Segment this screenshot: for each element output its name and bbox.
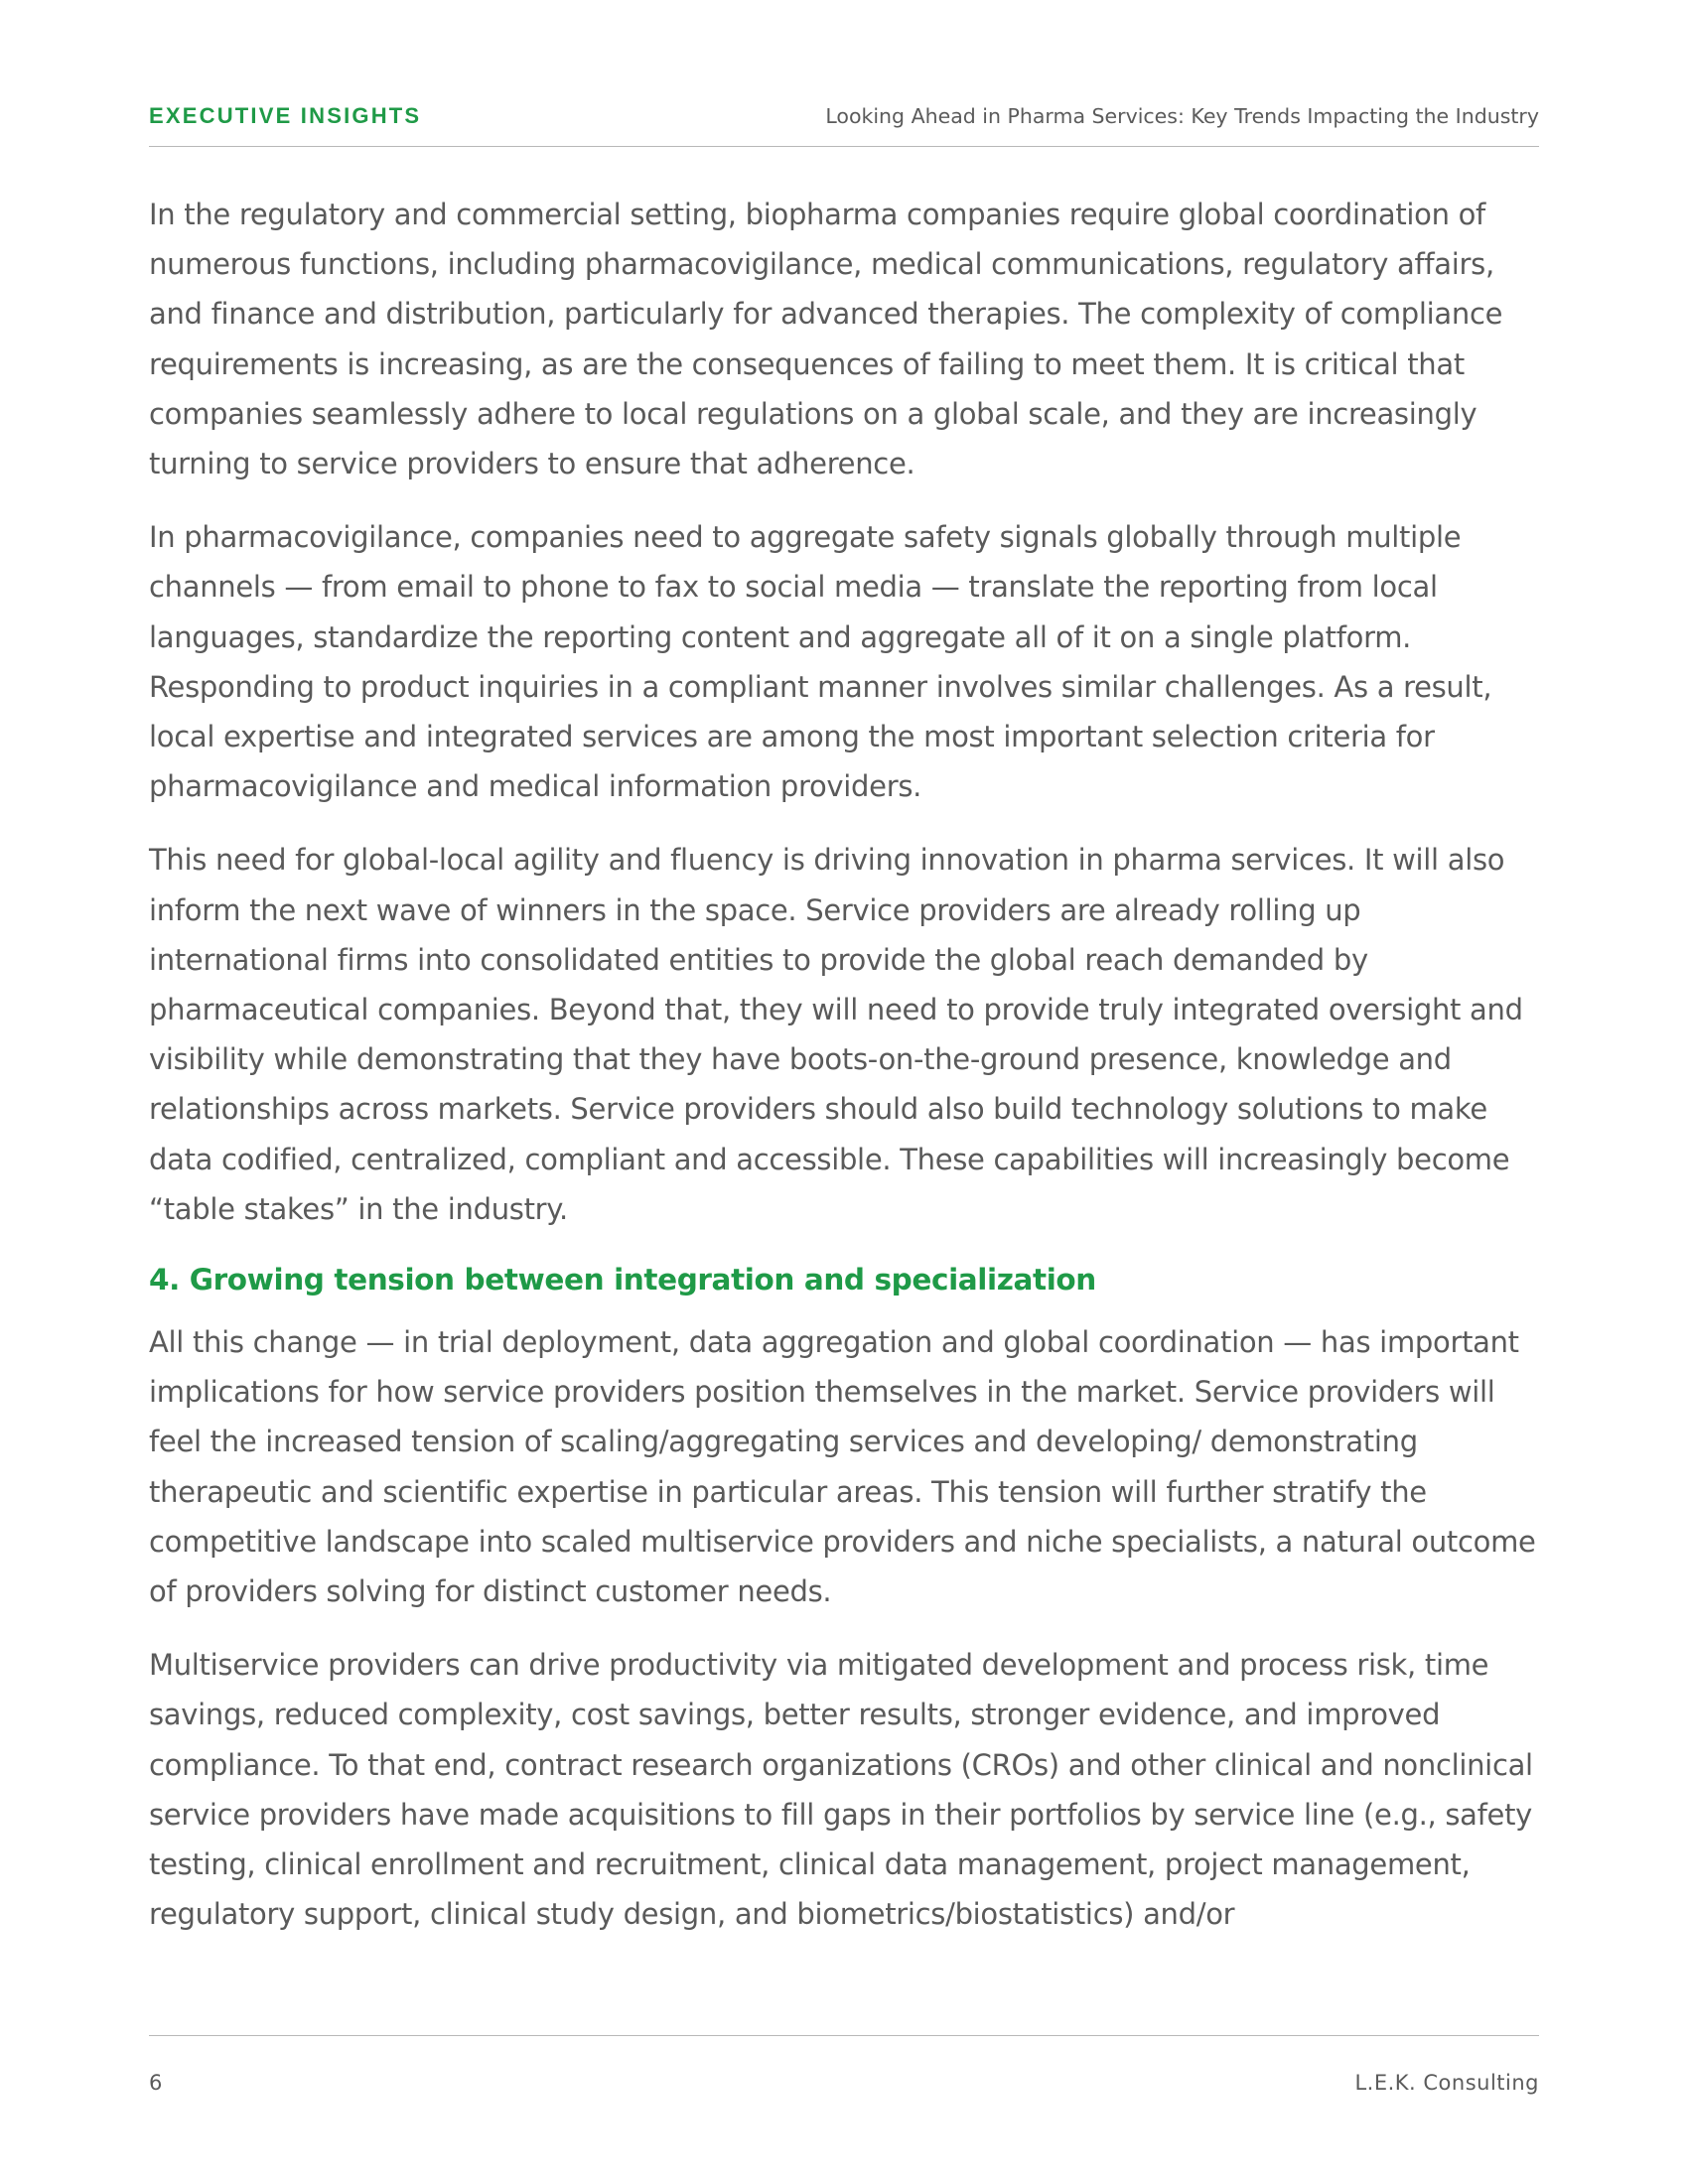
page-footer <box>149 2035 1539 2096</box>
body-paragraph: This need for global-local agility and fluency is driving innovation in pharma services. It will also inform the next wave of winners in the space. Service providers are already rolling up international firms into consolidated entities to provide the global reach demanded by pharmaceutical companies. Beyond that, they will need to provide truly integrated oversight and visibility while demonstrating that they have boots-on-the-ground presence, knowledge and relationships across markets. Service providers should also build technology solutions to make data codified, centralized, compliant and accessible. These capabilities will increasingly become “table stakes” in the industry. <box>149 843 1523 1226</box>
page-number: 6 <box>149 2071 163 2095</box>
page-header <box>149 102 1539 147</box>
body-content <box>149 190 1544 1964</box>
body-paragraph: All this change — in trial deployment, data aggregation and global coordination — has important implications for how service providers position themselves in the market. Service providers will feel the increased tension of scaling/aggregating services and developing/ demonstrating therapeutic and scientific expertise in particular areas. This tension will further stratify the competitive landscape into scaled multiservice providers and niche specialists, a natural outcome of providers solving for distinct customer needs. <box>149 1325 1536 1609</box>
body-paragraph: In pharmacovigilance, companies need to aggregate safety signals globally through multiple channels — from email to phone to fax to social media — translate the reporting from local languages, standardize the reporting content and aggregate all of it on a single platform. Responding to product inquiries in a compliant manner involves similar challenges. As a result, local expertise and integrated services are among the most important selection criteria for pharmacovigilance and medical information providers. <box>149 520 1492 804</box>
company-name: L.E.K. Consulting <box>1354 2071 1539 2095</box>
body-paragraph: Multiservice providers can drive productivity via mitigated development and process risk, time savings, reduced complexity, cost savings, better results, stronger evidence, and improved compliance. To that end, contract research organizations (CROs) and other clinical and nonclinical service providers have made acquisitions to fill gaps in their portfolios by service line (e.g., safety testing, clinical enrollment and recruitment, clinical data management, project management, regulatory support, clinical study design, and biometrics/biostatistics) and/or <box>149 1648 1533 1932</box>
section-heading: 4. Growing tension between integration and specialization <box>149 1263 1096 1297</box>
document-title: Looking Ahead in Pharma Services: Key Trends Impacting the Industry <box>825 104 1539 128</box>
body-paragraph: In the regulatory and commercial setting, biopharma companies require global coordination of numerous functions, including pharmacovigilance, medical communications, regulatory affairs, and finance and distribution, particularly for advanced therapies. The complexity of compliance requirements is increasing, as are the consequences of failing to meet them. It is critical that companies seamlessly adhere to local regulations on a global scale, and they are increasingly turning to service providers to ensure that adherence. <box>149 198 1503 481</box>
section-label: EXECUTIVE INSIGHTS <box>149 103 422 128</box>
